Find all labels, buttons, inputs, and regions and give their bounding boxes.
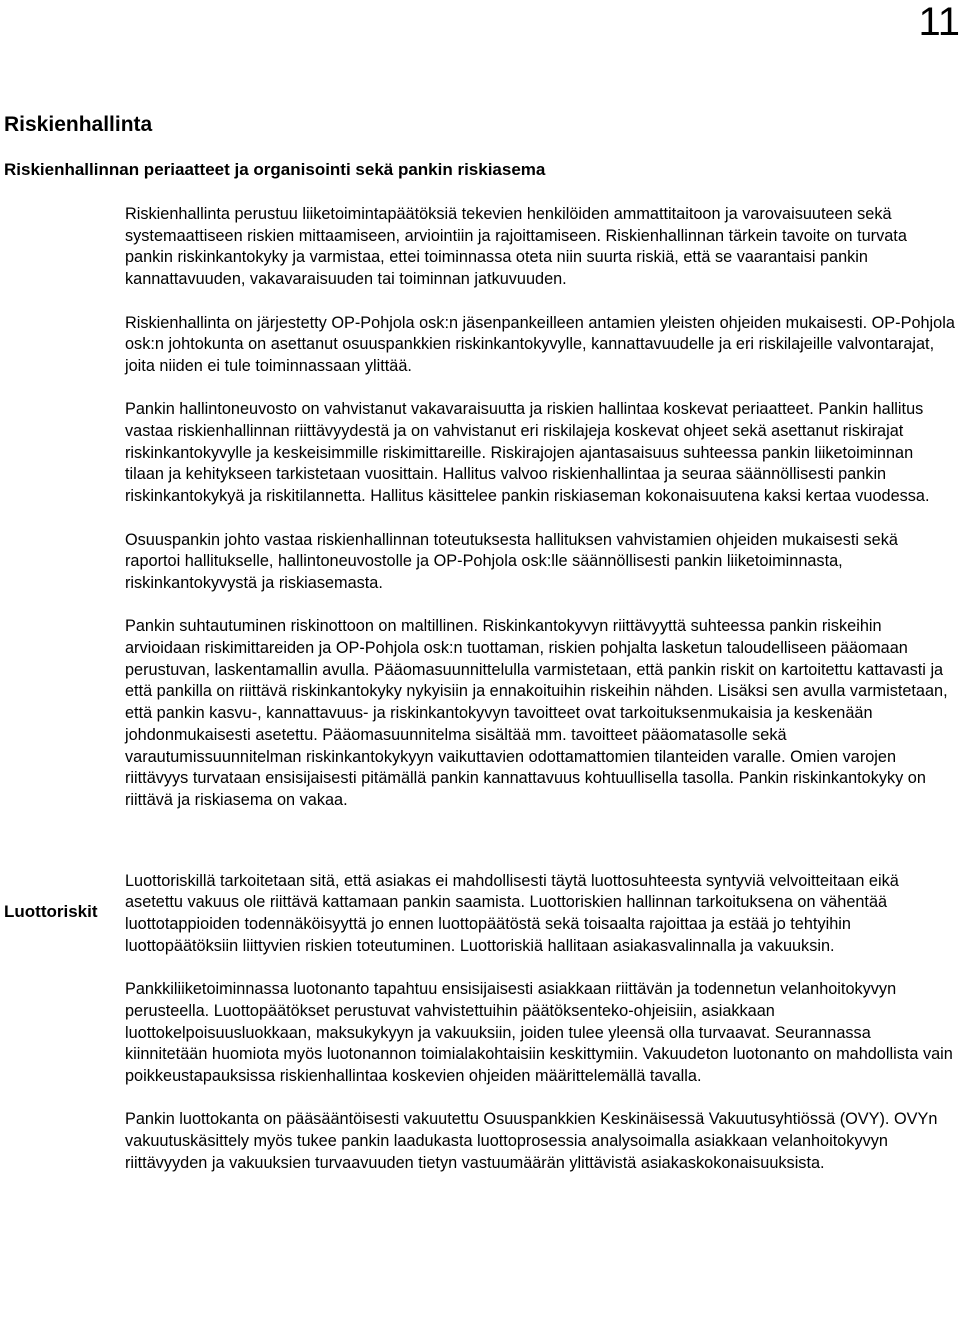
subsection-title: Riskienhallinnan periaatteet ja organisointi sekä pankin riskiasema bbox=[4, 160, 546, 179]
paragraph-4: Osuuspankin johto vastaa riskienhallinnan toteutuksesta hallituksen vahvistamien ohjeiden mukaisesti sekä raportoi hallitukselle, hallintoneuvostolle ja OP-Pohjola osk:lle säännöllisesti pankin liiketoiminnasta, riskinkantokyvystä ja riskiasemasta. bbox=[125, 530, 898, 592]
paragraph-6: Luottoriskillä tarkoitetaan sitä, että asiakas ei mahdollisesti täytä luottosuhteesta syntyviä velvoitteitaan eikä asetettu vakuus ole riittävä kattamaan pankin saamista. Luottoriskien hallinnan tarkoituksena on vähentää luottotappioiden todennäköisyyttä jo ennen luottopäätöstä sekä toisaalta rajoittaa ja estää jo tehtyihin luottopäätöksiin liittyvien riskien toteutuminen. Luottoriskiä hallitaan asiakasvalinnalla ja vakuuksin. bbox=[125, 871, 899, 955]
side-heading-luottoriskit: Luottoriskit bbox=[4, 902, 98, 921]
paragraph-8: Pankin luottokanta on pääsääntöisesti vakuutettu Osuuspankkien Keskinäisessä Vakuutusyhtiössä (OVY). OVYn vakuutuskäsittely myös tukee pankin laadukasta luottoprosessia analysoimalla asiakkaan velanhoitokyvyn riittävyyden ja vakuuksien turvaavuuden tietyn vastuumäärän ylittävistä asiakaskokonaisuuksista. bbox=[125, 1110, 938, 1172]
paragraph-5: Pankin suhtautuminen riskinottoon on maltillinen. Riskinkantokyvyn riittävyyttä suhteessa pankin riskeihin arvioidaan riskimittareiden ja OP-Pohjola osk:n tuottaman, riskien pohjalta lasketun taloudelliseen pääomaan perustuvan, laskentamallin avulla. Pääomasuunnittelulla varmistetaan, että pankin riskit on kartoitettu kattavasti ja että pankilla on riittävä riskinkantokyky nykyisiin ja ennakoituihin riskeihin nähden. Lisäksi sen avulla varmistetaan, että pankin kasvu-, kannattavuus- ja riskinkantokyvyn tavoitteet ovat tarkoituksenmukaisia ja keskenään johdonmukaisesti asetettu. Pääomasuunnitelma sisältää mm. tavoitteet pääomatasolle sekä varautumissuunnitelman riskinkantokykyyn vaikuttavien odottamattomien tilanteiden varalle. Omien varojen riittävyys turvataan ensisijaisesti pitämällä pankin kannattavuus kohtuullisella tasolla. Pankin riskinkantokyky on riittävä ja riskiasema on vakaa. bbox=[125, 617, 948, 809]
section-title: Riskienhallinta bbox=[4, 113, 153, 136]
paragraph-1: Riskienhallinta perustuu liiketoimintapäätöksiä tekevien henkilöiden ammattitaitoon ja varovaisuuteen sekä systemaattiseen riskien mittaamiseen, arviointiin ja rajoittamiseen. Riskienhallinnan tärkein tavoite on turvata pankin riskinkantokyky ja varmistaa, ettei toiminnassa oteta niin suurta riskiä, että se vaarantaisi pankin kannattavuuden, vakavaraisuuden tai toiminnan jatkuvuuden. bbox=[125, 205, 907, 289]
body-text bbox=[125, 204, 955, 1174]
paragraph-3: Pankin hallintoneuvosto on vahvistanut vakavaraisuutta ja riskien hallintaa koskevat periaatteet. Pankin hallitus vastaa riskienhallinnan riittävyydestä ja on vahvistanut eri riskilajeja koskevat ohjeet sekä asettanut riskirajat riskinkantokyvylle ja keskeisimmille riskimittareille. Riskirajojen ajantasaisuus suhteessa pankin liiketoiminnan tilaan ja kehitykseen tarkistetaan vuosittain. Hallitus valvoo riskienhallintaa ja seuraa säännöllisesti pankin riskinkantokykyä ja riskitilannetta. Hallitus käsittelee pankin riskiaseman kokonaisuutena kaksi kertaa vuodessa. bbox=[125, 400, 930, 506]
paragraph-2: Riskienhallinta on järjestetty OP-Pohjola osk:n jäsenpankeilleen antamien yleisten ohjeiden mukaisesti. OP-Pohjola osk:n johtokunta on asettanut osuuspankkien riskinkantokyvylle, kannattavuudelle ja eri riskilajeille valvontarajat, joita niiden ei tule toiminnassaan ylittää. bbox=[125, 313, 955, 375]
paragraph-7: Pankkiliiketoiminnassa luotonanto tapahtuu ensisijaisesti asiakkaan riittävän ja todennetun velanhoitokyvyn perusteella. Luottopäätökset perustuvat vahvistettuihin päätöksenteko-ohjeisiin, asiakkaan luottokelpoisuusluokkaan, maksukykyyn ja vakuuksiin, joiden tulee yleensä olla turvaavat. Seurannassa kiinnitetään huomiota myös luotonannon toimialakohtaisiin keskittymiin. Vakuudeton luotonanto on mahdollista vain poikkeustapauksissa riskienhallintaa koskevien ohjeiden määrittelemällä tavalla. bbox=[125, 980, 953, 1085]
page-number: 11 bbox=[918, 0, 960, 44]
